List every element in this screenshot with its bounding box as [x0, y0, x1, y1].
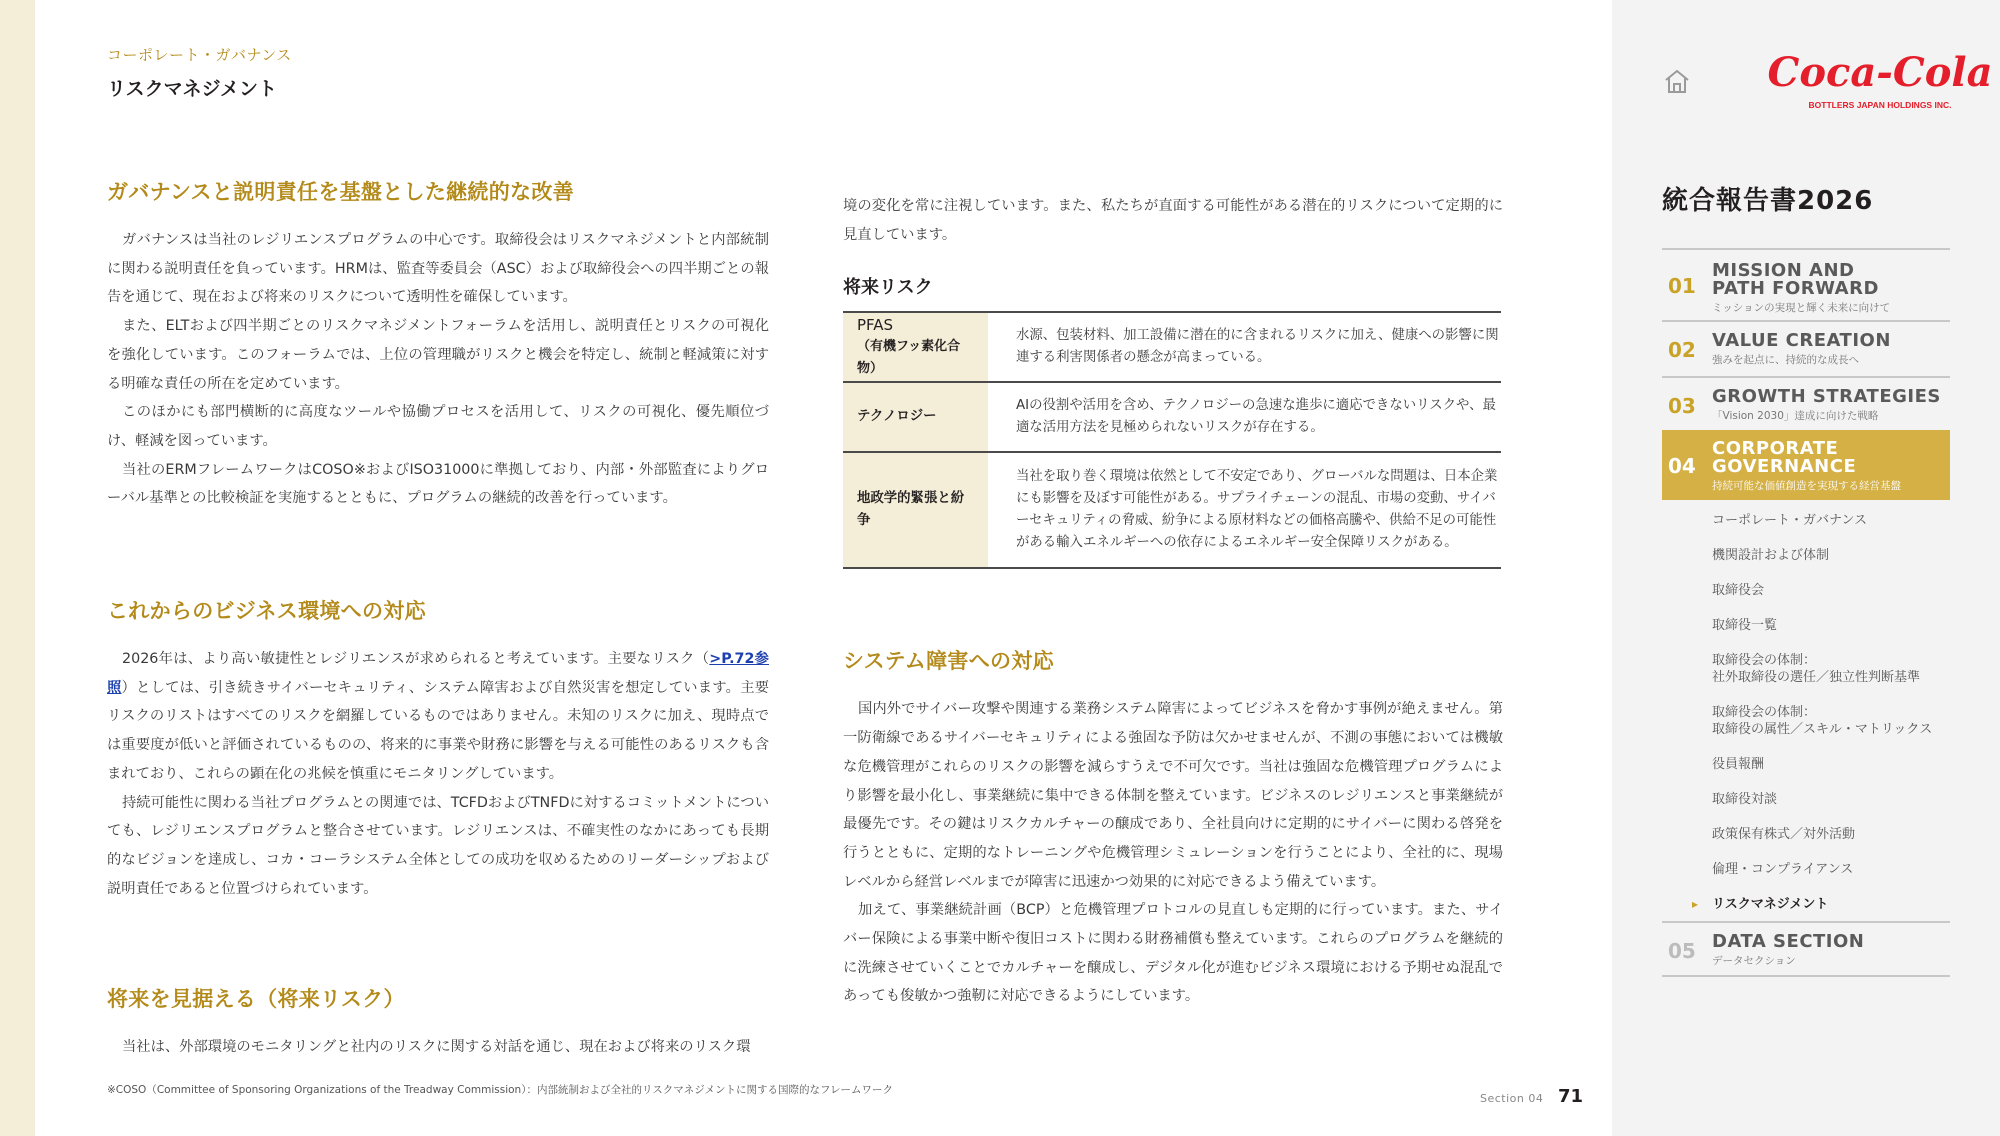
nav-number: 02 [1668, 338, 1696, 362]
risk-description: 当社を取り巻く環境は依然として不安定であり、グローバルな問題は、日本企業にも影響を及ぼす可能性がある。サプライチェーンの混乱、市場の変動、サイバーセキュリティの脅威、紛争による原材料などの価格高騰や、供給不足の可能性がある輸入エネルギーへの依存によるエネルギー安全保障リスクがある。 [988, 452, 1501, 568]
nav-item-mission[interactable] [1662, 248, 1950, 320]
footnote: ※COSO（Committee of Sponsoring Organizations of the Treadway Commission）：内部統制および全社的リスクマネジメントに関する国際的なフレームワーク [107, 1084, 894, 1096]
nav-number: 04 [1668, 454, 1696, 478]
nav-subtitle: ミッションの実現と輝く未来に向けて [1712, 302, 1891, 314]
paragraph: 当社のERMフレームワークはCOSO※およびISO31000に準拠しており、内部・外部監査によりグローバル基準との比較検証を実施するとともに、プログラムの継続的改善を行っています。 [107, 461, 769, 507]
page-title: リスクマネジメント [107, 78, 278, 100]
subsection-link[interactable]: 社外取締役の選任／独立性判断基準 [1712, 670, 1921, 685]
subsection-link[interactable]: 取締役会の体制： [1712, 653, 1817, 668]
logo-wordmark: Coca-Cola [1767, 49, 1993, 96]
nav-subtitle: データセクション [1712, 955, 1796, 967]
nav-subtitle: 持続可能な価値創造を実現する経営基盤 [1712, 480, 1901, 492]
paragraph: ガバナンスは当社のレジリエンスプログラムの中心です。取締役会はリスクマネジメントと内部統制に関わる説明責任を負っています。HRMは、監査等委員会（ASC）および取締役会への四半期ごとの報告を通じて、現在および将来のリスクについて透明性を確保しています。 [107, 232, 769, 306]
future-risks-table [843, 311, 1501, 569]
nav-item-value-creation[interactable] [1662, 320, 1950, 376]
paragraph-text: ）としては、引き続きサイバーセキュリティ、システム障害および自然災害を想定しています。主要リスクのリストはすべてのリスクを網羅しているものではありません。未知のリスクに加え、現時点では重要度が低いと評価されているものの、将来的に事業や財務に影響を与える可能性のあるリスクも含まれており、これらの顕在化の兆候を慎重にモニタリングしています。 [107, 679, 770, 782]
paragraph: このほかにも部門横断的に高度なツールや協働プロセスを活用して、リスクの可視化、優先順位づけ、軽減を図っています。 [107, 404, 769, 449]
paragraph: 国内外でサイバー攻撃や関連する業務システム障害によってビジネスを脅かす事例が絶えません。第一防衛線であるサイバーセキュリティによる強固な予防は欠かせませんが、不測の事態においては機敏な危機管理がこれらのリスクの影響を減らすうえで不可欠です。当社は強固な危機管理プログラムにより影響を最小化し、事業継続に集中できる体制を整えています。ビジネスのレジリエンスと事業継続が最優先です。その鍵はリスクカルチャーの醸成であり、全社員向けに定期的にサイバーに関わる啓発を行うとともに、定期的なトレーニングや危機管理シミュレーションを行うことにより、全社的に、現場レベルから経営レベルまでが障害に迅速かつ効果的に対応できるよう備えています。 [843, 701, 1503, 890]
table-row [843, 312, 1501, 382]
paragraph [107, 645, 769, 789]
report-title: 統合報告書2026 [1662, 186, 1874, 216]
paragraph: また、ELTおよび四半期ごとのリスクマネジメントフォーラムを活用し、説明責任とリスクの可視化を強化しています。このフォーラムでは、上位の管理職がリスクと機会を特定し、統制と軽減策に対する明確な責任の所在を定めています。 [107, 318, 769, 392]
risk-category-sub: （有機フッ素化合物） [857, 339, 961, 377]
subsection-link[interactable]: 取締役会 [1712, 583, 1765, 598]
risk-description: AIの役割や活用を含め、テクノロジーの急速な進歩に適応できないリスクや、最適な活用方法を見極められないリスクが存在する。 [988, 382, 1501, 452]
nav-item-data-section[interactable] [1662, 921, 1950, 977]
subsection-link[interactable]: 政策保有株式／対外活動 [1712, 827, 1856, 842]
section-heading-governance: ガバナンスと説明責任を基盤とした継続的な改善 [107, 180, 574, 204]
subsection-link[interactable]: 取締役会の体制： [1712, 705, 1817, 720]
breadcrumb[interactable]: コーポレート・ガバナンス [107, 46, 292, 64]
nav-item-corporate-governance[interactable] [1662, 430, 1950, 500]
left-accent-strip [0, 0, 35, 1136]
subsection-list [1662, 500, 1950, 921]
nav-title: CORPORATE [1712, 438, 1839, 459]
table-row [843, 382, 1501, 452]
nav-title: GOVERNANCE [1712, 456, 1857, 477]
section-heading-system-failure: システム障害への対応 [843, 649, 1054, 674]
nav-number: 05 [1668, 939, 1696, 963]
risk-description: 水源、包装材料、加工設備に潜在的に含まれるリスクに加え、健康への影響に関連する利害関係者の懸念が高まっている。 [988, 312, 1501, 382]
risk-category: 地政学的緊張と紛争 [843, 452, 988, 568]
table-row [843, 452, 1501, 568]
nav-subtitle: 「Vision 2030」達成に向けた戦略 [1712, 410, 1879, 422]
logo-subtitle: BOTTLERS JAPAN HOLDINGS INC. [1808, 100, 1952, 110]
home-icon[interactable] [1662, 66, 1692, 96]
subsection-link[interactable]: 倫理・コンプライアンス [1712, 862, 1854, 877]
subsection-link[interactable]: コーポレート・ガバナンス [1712, 513, 1867, 528]
risk-category [843, 312, 988, 382]
future-risks-label: 将来リスク [843, 277, 933, 299]
company-logo [1767, 42, 1993, 114]
paragraph-continuation: 境の変化を常に注視しています。また、私たちが直面する可能性がある潜在的リスクについて定期的に見直しています。 [843, 198, 1503, 243]
section-heading-business-environment: これからのビジネス環境への対応 [107, 599, 426, 624]
right-column [843, 192, 1503, 1011]
page-number: 71 [1558, 1086, 1584, 1107]
nav-number: 03 [1668, 394, 1696, 418]
subsection-link-current[interactable]: ▸ リスクマネジメント [1662, 896, 1950, 913]
risk-category-name: PFAS [857, 316, 894, 335]
risk-category: テクノロジー [843, 382, 988, 452]
nav-subtitle: 強みを起点に、持続的な成長へ [1712, 354, 1859, 366]
section-heading-future-risks: 将来を見据える（将来リスク） [107, 987, 405, 1012]
nav-title: DATA SECTION [1712, 931, 1865, 952]
paragraph: 当社は、外部環境のモニタリングと社内のリスクに関する対話を通じ、現在および将来のリスク環 [122, 1039, 751, 1056]
nav-title: MISSION AND [1712, 260, 1855, 281]
subsection-link[interactable]: 取締役対談 [1712, 792, 1778, 807]
paragraph: 持続可能性に関わる当社プログラムとの関連では、TCFDおよびTNFDに対するコミットメントについても、レジリエンスプログラムと整合させています。レジリエンスは、不確実性のなかにあっても長期的なビジョンを達成し、コカ・コーラシステム全体としての成功を収めるためのリーダーシップおよび説明責任であると位置づけられています。 [107, 794, 769, 897]
section-label: Section 04 [1480, 1092, 1544, 1105]
nav-title: GROWTH STRATEGIES [1712, 386, 1941, 407]
page-reference-link[interactable]: >P.72参照 [107, 651, 769, 696]
subsection-link[interactable]: 取締役の属性／スキル・マトリックス [1712, 722, 1933, 737]
left-column [107, 176, 769, 1062]
paragraph-text: 2026年は、より高い敏捷性とレジリエンスが求められると考えています。主要なリスク（ [122, 651, 710, 668]
subsection-link[interactable]: 役員報酬 [1712, 757, 1765, 772]
nav-item-growth-strategies[interactable] [1662, 376, 1950, 430]
nav-number: 01 [1668, 274, 1696, 298]
section-nav [1662, 248, 1950, 977]
subsection-link[interactable]: 取締役一覧 [1712, 618, 1778, 633]
nav-title: VALUE CREATION [1712, 330, 1891, 351]
paragraph: 加えて、事業継続計画（BCP）と危機管理プロトコルの見直しも定期的に行っています。また、サイバー保険による事業中断や復旧コストに関わる財務補償も整えています。これらのプログラムを継続的に洗練させていくことでカルチャーを醸成し、デジタル化が進むビジネス環境における予期せぬ混乱であっても俊敏かつ強靭に対応できるようにしています。 [843, 902, 1503, 1005]
subsection-link[interactable]: 機関設計および体制 [1712, 548, 1830, 563]
nav-title: PATH FORWARD [1712, 278, 1879, 299]
